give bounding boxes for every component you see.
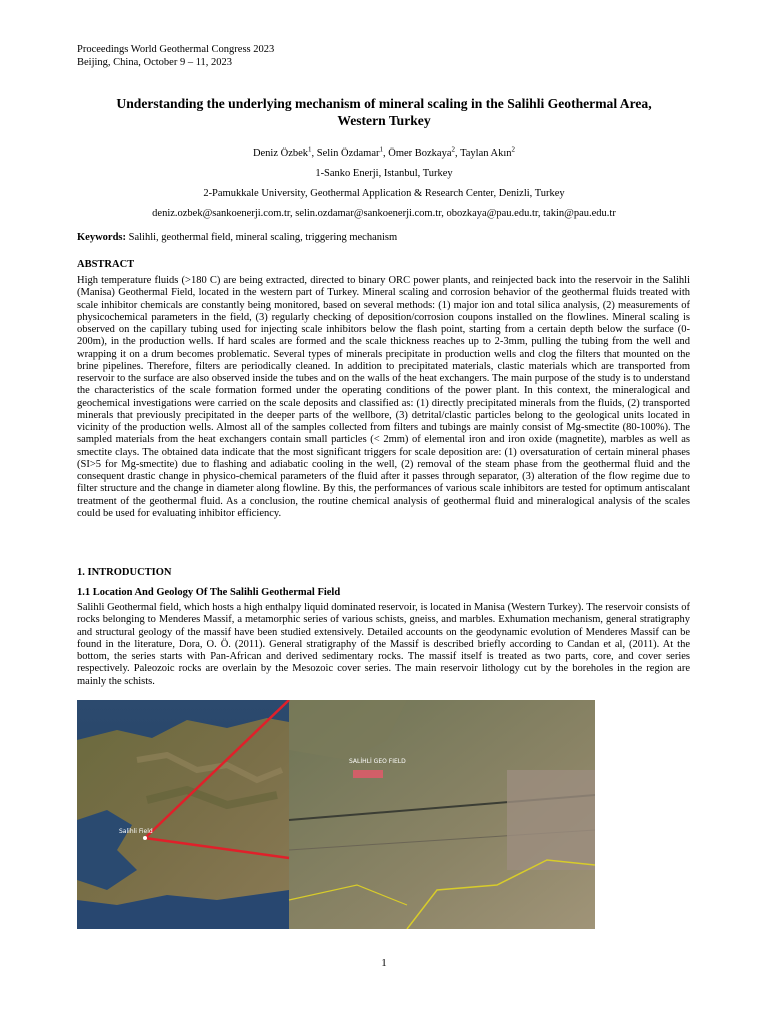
author-affiliation-mark: 2 (511, 145, 516, 154)
abstract-text: High temperature fluids (>180 C) are being extracted, directed to binary ORC power plants, and reinjected back into the reservoir in the Salihli (Manisa) Geothermal Field, located in the western part of Turkey. Mineral scaling and corrosion behavior of the geothermal fluids treated with scale inhibitor chemicals are constantly being monitored, based on several methods: (1) major ion and total silica analysis, (2) measurements of physicochemical parameters in the field, (3) regularly checking of deposition/corrosion coupons installed on the flowlines. Mineral scaling is observed on the capillary tubing used for injecting scale inhibitors below the flash point, starting from a certain depth below the surface (0-200m), in the production wells. If hard scales are formed and the scale thickness reaches up to 2-3mm, pulling the tubing from the well and wrapping it on a drum becomes problematic. Several types of minerals precipitate in production wells and clog the filters that mounted on the brine pipelines. Therefore, filters are periodically cleaned. In addition to precipitated materials, clastic materials which are transported from reservoir to the surface are also observed inside the tubes and on the walls of the heat exchangers. The main purpose of the study is to understand the characteristics of the scale formation formed under the operating conditions of the power plant. In this context, the mineralogical and geochemical investigations were carried on the scale deposits and classified as: (1) directly precipitated minerals from the fluids, (2) transported minerals that previously precipitated in the deeper parts of the wellbore, (3) detrital/clastic particles belong to the geological units located in vicinity of the production wells. Almost all of the samples collected from filters and tubings are mainly consist of Mg-smectite (80-100%). The sampled materials from the heat exchangers contain small particles (< 2mm) of elemental iron and iron oxide (magnetite), marbles as well as smectite clays. The obtained data indicate that the most significant triggers for scale deposition are: (1) oversaturation of certain mineral phases (SI>5 for Mg-smectite) due to flashing and adiabatic cooling in the well, (2) removal of the steam phase from the geothermal fluid and the consequent drastic change in physico-chemical parameters of the fluid after it passes through separator, (3) alteration of the flow regime due to filter structure and the change in diameter along flowline. By this, the performances of various scale inhibitors are tested for optimum antiscalant treatment of the geothermal fluid. As a conclusion, the routine chemical analysis of geothermal fluid and mineralogical analysis of the scales could be used for evaluating inhibitor efficiency. (77, 275, 690, 519)
paper-title-line-1: Understanding the underlying mechanism of mineral scaling in the Salihli Geothermal Area, (116, 96, 652, 111)
author-name: Ömer Bozkaya (388, 148, 452, 159)
affiliation-2: 2-Pamukkale University, Geothermal Application & Research Center, Denizli, Turkey (203, 188, 565, 199)
keywords (77, 231, 397, 244)
conference-location-date: Beijing, China, October 9 – 11, 2023 (77, 57, 233, 68)
section-heading-introduction: 1. INTRODUCTION (77, 567, 172, 578)
location-map-figure (77, 700, 595, 929)
author-affiliation-mark: 2 (451, 145, 456, 154)
paper-title-line-2: Western Turkey (337, 113, 431, 128)
geothermal-field-label: SALİHLİ GEO FIELD (349, 758, 406, 765)
conference-name: Proceedings World Geothermal Congress 2023 (77, 44, 275, 55)
paper-title (70, 95, 698, 129)
conference-header (77, 43, 274, 69)
author-name: Selin Özdamar (316, 148, 380, 159)
abstract-heading: ABSTRACT (77, 259, 135, 270)
author-emails: deniz.ozbek@sankoenerji.com.tr, selin.ozdamar@sankoenerji.com.tr, obozkaya@pau.edu.tr, takin@pau.edu.tr (152, 208, 616, 219)
geothermal-field-marker (353, 770, 383, 778)
satellite-map-image (77, 700, 595, 929)
introduction-text: Salihli Geothermal field, which hosts a high enthalpy liquid dominated reservoir, is located in Manisa (Western Turkey). The reservoir consists of rocks belonging to Menderes Massif, a metamorphic series of various schists, gneiss, and marbles. Exhumation mechanism, general stratigraphy and structural geology of the massif have been studied extensively. Detailed accounts on the geodynamic evolution of Menderes Massif can be found in the literature, Dora, O. Ö. (2011). General stratigraphy of the Massif is described briefly according to Candan et al, (2011). At the bottom, the series starts with Pan-African and derived sedimentary rocks. The massif itself is treated as two parts, core, and cover series respectively. Paleozoic rocks are overlain by the Mesozoic cover series. The main reservoir lithology cut by the boreholes in the region are mainly the schists. (77, 602, 690, 687)
author-list: Deniz Özbek$^1$, Selin Özdamar$^1$, Ömer Bozkaya$^2$, Taylan Akın$^2$ (252, 145, 516, 159)
salihli-map-label: Salihli Field (119, 828, 153, 835)
affiliation-1: 1-Sanko Enerji, Istanbul, Turkey (315, 168, 453, 179)
author-affiliation-mark: 1 (379, 145, 383, 154)
salihli-location-dot (143, 836, 147, 840)
author-name: Deniz Özbek (252, 148, 309, 159)
keywords-text: Salihli, geothermal field, mineral scaling, triggering mechanism (126, 232, 398, 243)
salihli-town (507, 770, 595, 870)
author-affiliation-mark: 1 (308, 145, 312, 154)
page-number: 1 (381, 957, 387, 969)
keywords-label: Keywords: (77, 232, 126, 243)
author-name: Taylan Akın (460, 148, 512, 159)
subsection-heading-location: 1.1 Location And Geology Of The Salihli Geothermal Field (77, 587, 341, 598)
